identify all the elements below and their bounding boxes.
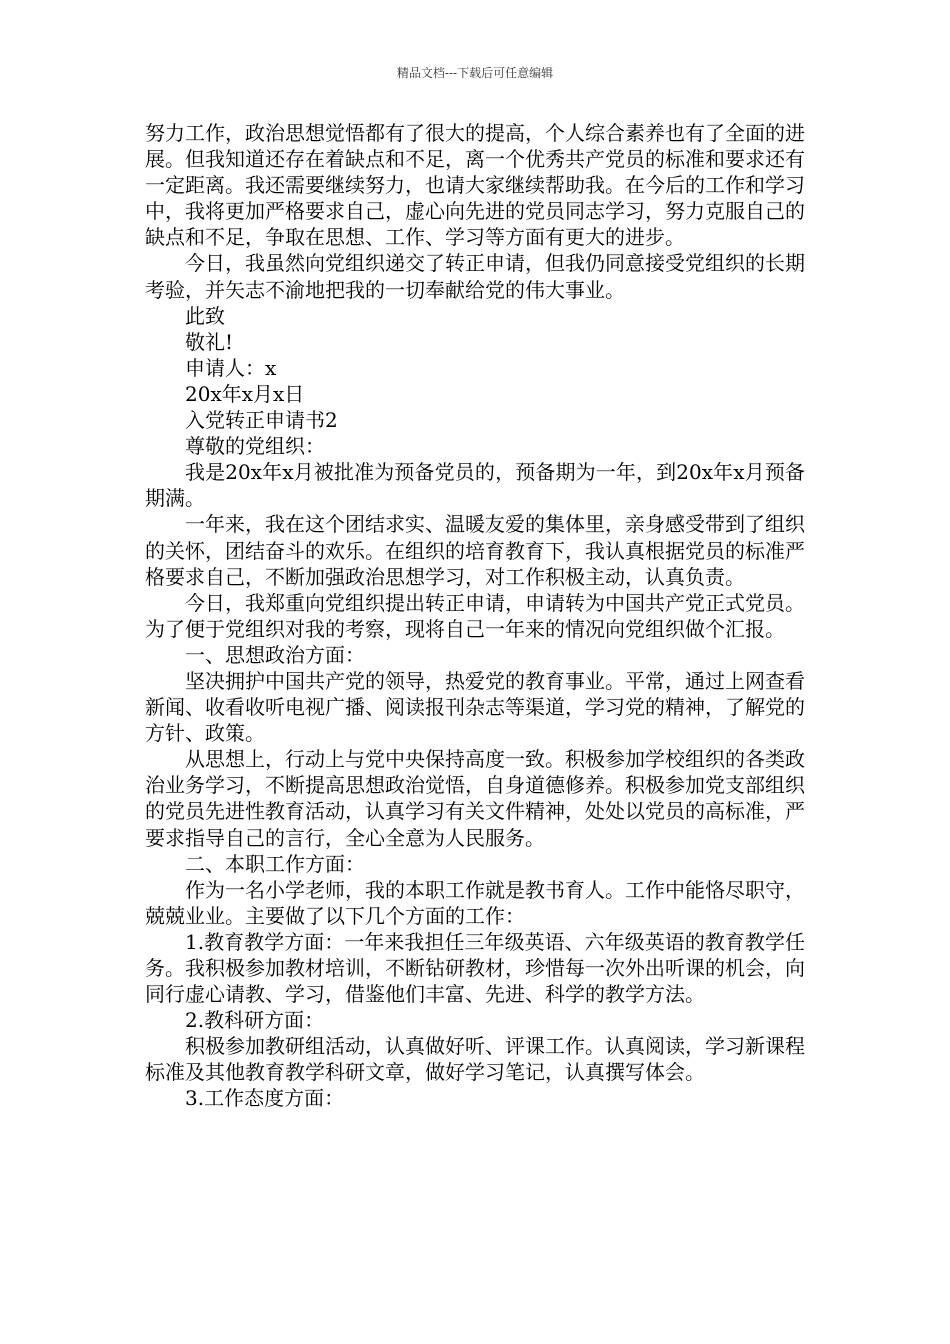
salute-line: 敬礼! <box>185 329 234 354</box>
heading-research: 2.教科研方面： <box>185 1008 325 1033</box>
salutation: 尊敬的党组织： <box>185 434 325 459</box>
paragraph-2: 今日，我虽然向党组织递交了转正申请，但我仍同意接受党组织的长期考验，并矢志不渝地把我的一切奉献给党的伟大事业。 <box>145 251 805 302</box>
closing-line: 此致 <box>185 303 225 328</box>
document-body <box>145 120 805 1112</box>
paragraph-intro: 我是20x年x月被批准为预备党员的，预备期为一年，到20x年x月预备期满。 <box>145 460 805 511</box>
paragraph-research: 积极参加教研组活动，认真做好听、评课工作。认真阅读，学习新课程标准及其他教育教学科研文章，做好学习笔记，认真撰写体会。 <box>145 1034 805 1085</box>
heading-political: 一、思想政治方面： <box>185 642 365 667</box>
section-title: 入党转正申请书2 <box>185 408 338 433</box>
applicant-line: 申请人：x <box>185 355 277 380</box>
paragraph-application: 今日，我郑重向党组织提出转正申请，申请转为中国共产党正式党员。为了便于党组织对我的考察，现将自己一年来的情况向党组织做个汇报。 <box>145 590 805 641</box>
date-line: 20x年x月x日 <box>185 381 305 406</box>
heading-work: 二、本职工作方面： <box>185 851 365 876</box>
paragraph-teaching: 1.教育教学方面：一年来我担任三年级英语、六年级英语的教育教学任务。我积极参加教材培训，不断钻研教材，珍惜每一次外出听课的机会，向同行虚心请教、学习，借鉴他们丰富、先进、科学的教学方法。 <box>145 929 805 1007</box>
paragraph-1: 努力工作，政治思想觉悟都有了很大的提高，个人综合素养也有了全面的进展。但我知道还存在着缺点和不足，离一个优秀共产党员的标准和要求还有一定距离。我还需要继续努力，也请大家继续帮助我。在今后的工作和学习中，我将更加严格要求自己，虚心向先进的党员同志学习，努力克服自己的缺点和不足，争取在思想、工作、学习等方面有更大的进步。 <box>145 121 805 250</box>
paragraph-political-1: 坚决拥护中国共产党的领导，热爱党的教育事业。平常，通过上网查看新闻、收看收听电视广播、阅读报刊杂志等渠道，学习党的精神，了解党的方针、政策。 <box>145 668 805 746</box>
paragraph-political-2: 从思想上，行动上与党中央保持高度一致。积极参加学校组织的各类政治业务学习，不断提高思想政治觉悟，自身道德修养。积极参加党支部组织的党员先进性教育活动，认真学习有关文件精神，处处以党员的高标准，严要求指导自己的言行，全心全意为人民服务。 <box>145 747 805 850</box>
heading-attitude: 3.工作态度方面： <box>185 1086 345 1111</box>
paragraph-work-intro: 作为一名小学老师，我的本职工作就是教书育人。工作中能恪尽职守，兢兢业业。主要做了以下几个方面的工作： <box>145 877 805 928</box>
page-header: 精品文档---下载后可任意编辑 <box>396 66 554 80</box>
paragraph-year: 一年来，我在这个团结求实、温暖友爱的集体里，亲身感受带到了组织的关怀，团结奋斗的欢乐。在组织的培育教育下，我认真根据党员的标准严格要求自己，不断加强政治思想学习，对工作积极主动，认真负责。 <box>145 512 805 589</box>
